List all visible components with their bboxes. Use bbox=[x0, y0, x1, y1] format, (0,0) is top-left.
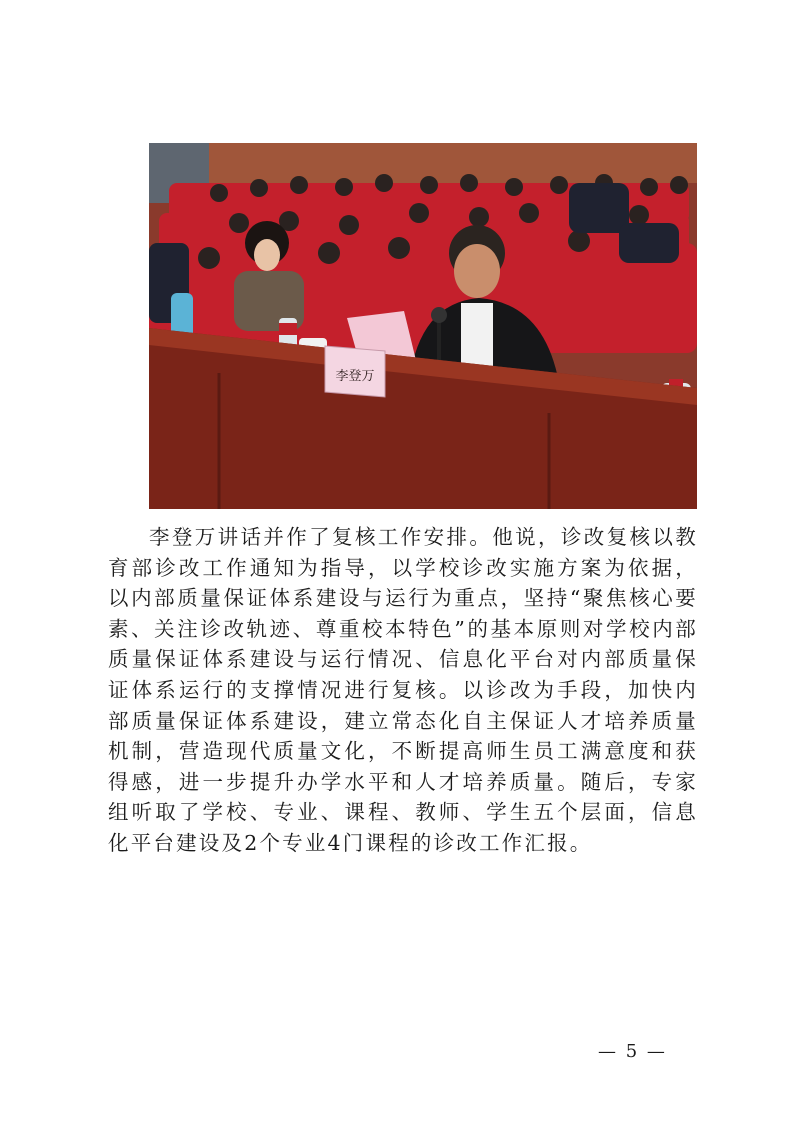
meeting-photo-illustration bbox=[149, 143, 697, 509]
body-paragraph: 李登万讲话并作了复核工作安排。他说，诊改复核以教育部诊改工作通知为指导，以学校诊改实施方案为依据，以内部质量保证体系建设与运行为重点，坚持“聚焦核心要素、关注诊改轨迹、尊重校本特色”的基本原则对学校内部质量保证体系建设与运行情况、信息化平台对内部质量保证体系运行的支撑情况进行复核。以诊改为手段，加快内部质量保证体系建设，建立常态化自主保证人才培养质量机制，营造现代质量文化，不断提高师生员工满意度和获得感，进一步提升办学水平和人才培养质量。随后，专家组听取了学校、专业、课程、教师、学生五个层面，信息化平台建设及2个专业4门课程的诊改工作汇报。 bbox=[108, 525, 698, 855]
meeting-photo bbox=[149, 143, 697, 509]
name-placard-text: 李登万 bbox=[335, 369, 375, 384]
page-number: — 5 — bbox=[598, 1041, 667, 1062]
